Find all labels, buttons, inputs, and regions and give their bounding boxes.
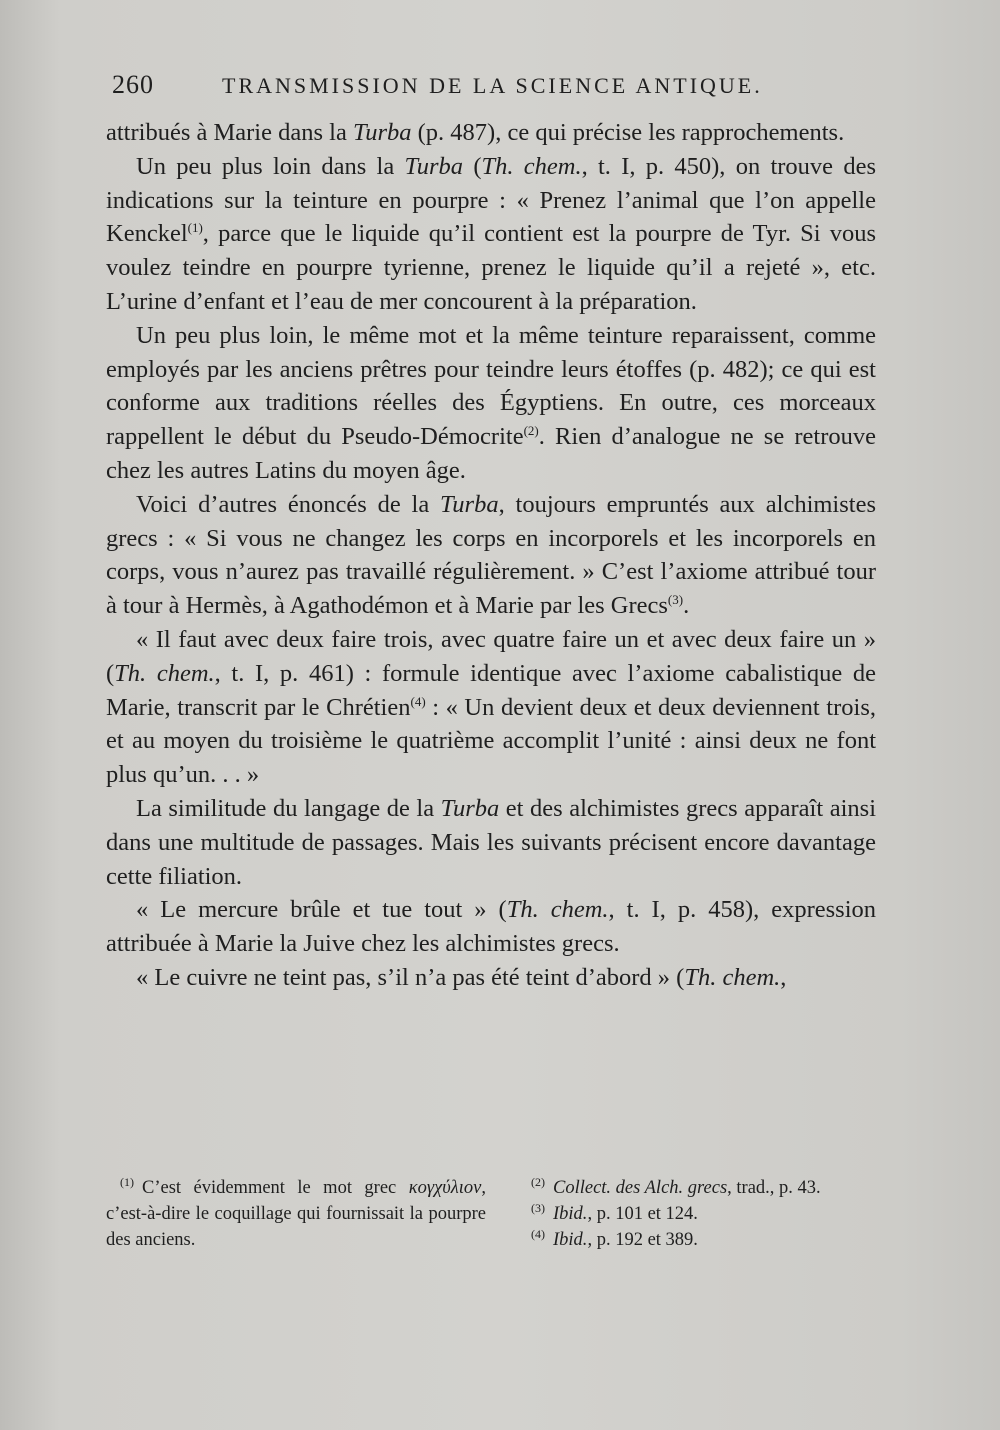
text-run: C’est évidemment le mot grec: [142, 1178, 409, 1198]
text-run: « Il faut avec deux faire trois, avec quatre faire un et avec deux faire un » (: [106, 625, 876, 687]
italic-text: Turba: [440, 490, 499, 518]
italic-text: Ibid.: [553, 1230, 588, 1250]
footnote: [106, 1175, 486, 1253]
text-run: .: [683, 592, 690, 620]
italic-text: κογχύλιον: [408, 1178, 482, 1198]
text-run: « Le cuivre ne teint pas, s’il n’a pas été teint d’abord » (: [136, 963, 685, 991]
footnote-reference: (4): [410, 693, 426, 709]
text-run: (: [463, 152, 482, 180]
text-run: , parce que le liquide qu’il contient est la pourpre de Tyr. Si vous voulez teindre en pourpre tyrienne, prenez le liquide qu’il a rejeté », etc. L’urine d’enfant et l’eau de mer concourent à la préparation.: [106, 220, 876, 315]
page-number: 260: [112, 70, 154, 99]
italic-text: Turba: [352, 119, 412, 146]
italic-text: Collect. des Alch. grecs: [553, 1178, 728, 1198]
text-run: (p. 487), ce qui précise les rapprochements.: [411, 119, 845, 146]
body-text: [106, 116, 876, 995]
footnote: [531, 1175, 876, 1201]
text-run: , toujours empruntés aux alchimistes grecs : « Si vous ne changez les corps en incorporels et les incorporels en corps, vous n’aurez pas travaillé régulièrement. » C’est l’axiome attribué tour à tour à Hermès, à Agathodémon et à Marie par les Grecs: [106, 490, 876, 620]
italic-text: Ibid.: [553, 1204, 588, 1224]
paragraph: [106, 319, 876, 488]
footnote-reference: (1): [187, 220, 203, 236]
text-run: , t. I, p. 458), expression attribuée à Marie la Juive chez les alchimistes grecs.: [106, 896, 876, 958]
footnote-mark: (1): [120, 1174, 134, 1189]
italic-text: Turba: [404, 152, 464, 180]
italic-text: Th. chem.: [684, 963, 781, 991]
footnotes: [106, 1175, 876, 1253]
footnote-mark: (2): [531, 1174, 545, 1189]
footnote: [531, 1201, 876, 1227]
page-header: [112, 70, 782, 110]
text-run: Un peu plus loin dans la: [136, 152, 405, 180]
text-run: « Le mercure brûle et tue tout » (: [136, 896, 507, 924]
footnote: [531, 1227, 876, 1253]
paragraph: [106, 150, 876, 319]
text-run: , t. I, p. 461) : formule identique avec l’axiome cabalistique de Marie, transcrit par le Chrétien: [106, 659, 876, 721]
text-run: , t. I, p. 450), on trouve des indications sur la teinture en pourpre : « Prenez l’animal que l’on appelle Kenckel: [106, 152, 876, 248]
paragraph: [106, 116, 876, 150]
footnote-mark: (3): [531, 1200, 545, 1215]
paragraph: [106, 893, 876, 961]
text-run: , p. 101 et 124.: [587, 1204, 698, 1224]
text-run: attribués à Marie dans la: [106, 119, 353, 146]
paragraph: [106, 488, 876, 623]
text-run: , c’est-à-dire le coquillage qui fournissait la pourpre des anciens.: [106, 1178, 486, 1250]
italic-text: Turba: [440, 794, 500, 822]
italic-text: Th. chem.: [481, 152, 582, 180]
footnotes-right-column: [531, 1175, 876, 1253]
text-run: ,: [780, 963, 787, 991]
text-run: : « Un devient deux et deux deviennent trois, et au moyen du troisième le quatrième accomplit l’unité : ainsi deux ne font plus qu’un. . . »: [106, 693, 876, 789]
paragraph: [106, 792, 876, 893]
paragraph: [106, 623, 876, 792]
text-run: . Rien d’analogue ne se retrouve chez les autres Latins du moyen âge.: [106, 423, 876, 484]
text-run: La similitude du langage de la: [136, 794, 441, 822]
italic-text: Th. chem.: [114, 659, 215, 687]
footnote-mark: (4): [531, 1226, 545, 1241]
footnote-reference: (3): [667, 592, 684, 607]
text-run: et des alchimistes grecs apparaît ainsi dans une multitude de passages. Mais les suivants précisent encore davantage cette filiation.: [106, 794, 876, 890]
text-run: Un peu plus loin, le même mot et la même teinture reparaissent, comme employés par les anciens prêtres pour teindre leurs étoffes (p. 482); ce qui est conforme aux traditions réelles des Égyptiens. En outre, ces morceaux rappellent le début du Pseudo-Démocrite: [106, 321, 876, 451]
footnotes-left-column: [106, 1175, 486, 1253]
text-run: Voici d’autres énoncés de la: [136, 490, 441, 518]
text-run: , trad., p. 43.: [727, 1178, 821, 1198]
paragraph: [106, 961, 876, 995]
running-title: TRANSMISSION DE LA SCIENCE ANTIQUE.: [222, 73, 763, 98]
text-run: , p. 192 et 389.: [587, 1230, 698, 1250]
footnote-reference: (2): [523, 423, 539, 439]
italic-text: Th. chem.: [506, 896, 609, 924]
